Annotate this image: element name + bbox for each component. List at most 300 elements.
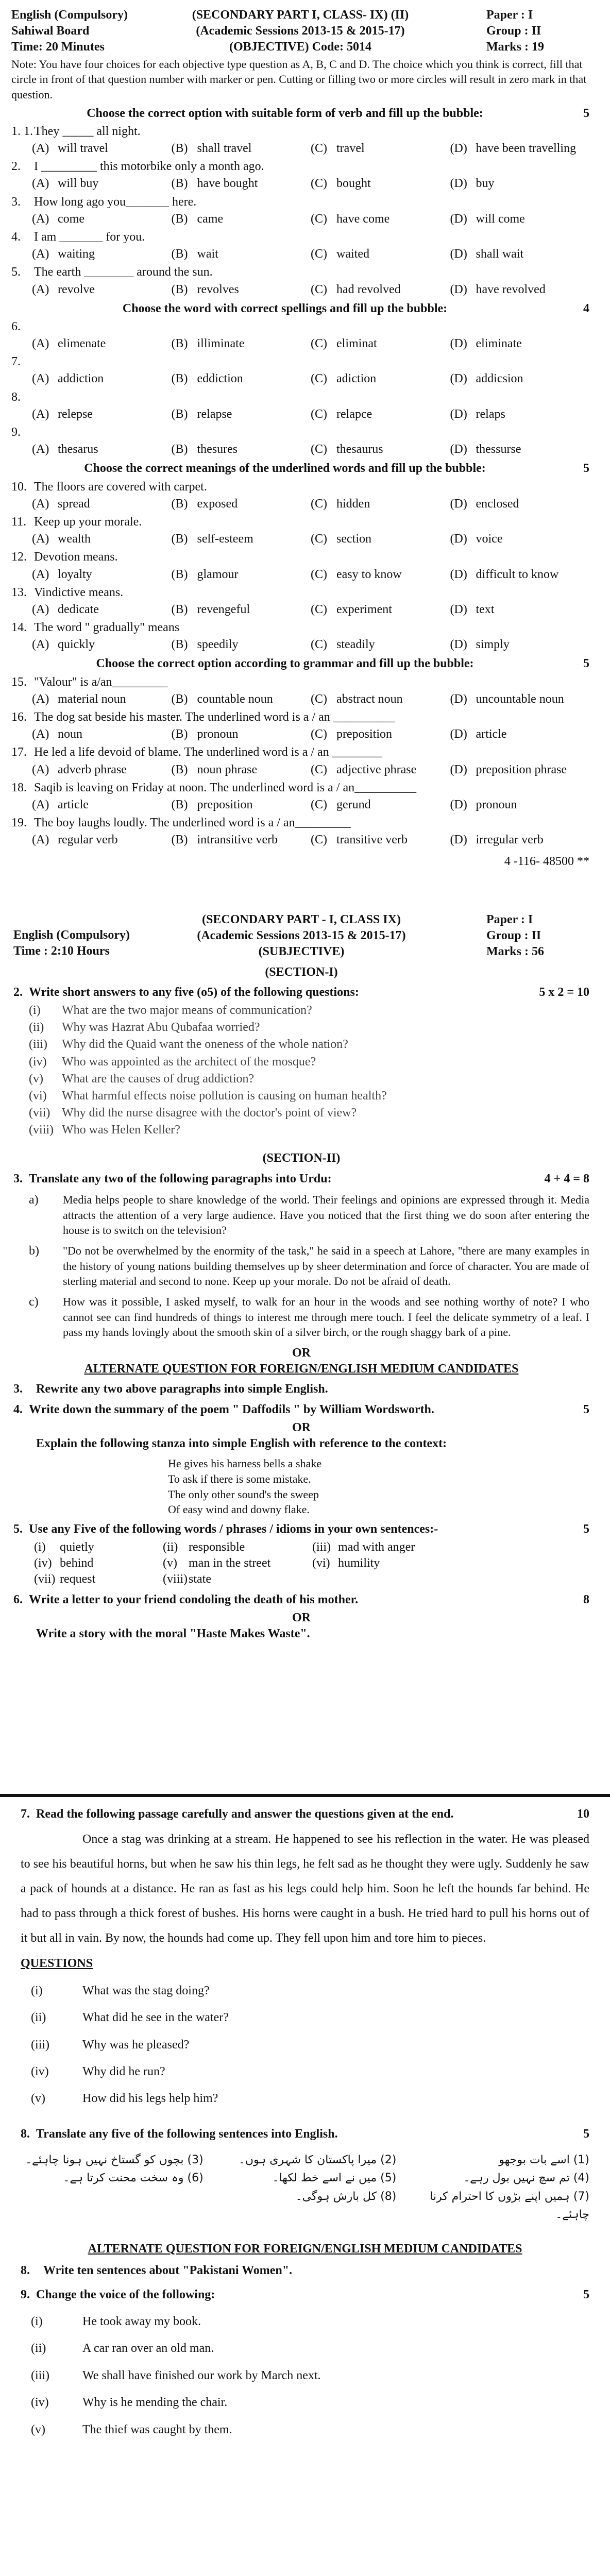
option-letter: (B) [171, 497, 188, 511]
question-text: They _____ all night. [34, 124, 141, 138]
item-number: (vii) [29, 1106, 50, 1120]
item-number: (iii) [29, 1038, 47, 1052]
question-number: 19. [11, 816, 27, 830]
option-letter: (C) [311, 372, 327, 386]
urdu-sentences [21, 2151, 589, 2224]
item-number: (ii) [29, 1021, 44, 1035]
paper-number: Paper : I [486, 8, 533, 22]
mcq-options [32, 567, 589, 583]
option-letter: (D) [450, 372, 467, 386]
option-text: article [476, 727, 507, 741]
option-letter: (A) [32, 833, 49, 847]
option-letter: (A) [32, 282, 49, 296]
voice-sentences [21, 2312, 589, 2439]
option-letter: (B) [171, 798, 188, 811]
option-letter: (C) [311, 602, 327, 616]
option-letter: (D) [450, 762, 467, 776]
translation-paragraph [13, 1243, 589, 1289]
option-letter: (A) [32, 212, 49, 226]
objective-header [11, 7, 589, 56]
option-letter: (C) [311, 638, 327, 652]
question-number: 6. [13, 1592, 23, 1606]
item-number: (iv) [31, 2064, 49, 2078]
mcq-options [32, 336, 589, 352]
mcq-options [32, 832, 589, 848]
question-number: 2. [13, 985, 23, 999]
mcq-options [32, 496, 589, 512]
question-number: 16. [11, 710, 27, 724]
option-text: adjective phrase [336, 762, 417, 776]
urdu-sentence: (1) اسے بات بوجھو [499, 2154, 589, 2167]
question-8-alternate [21, 2261, 589, 2280]
mcq-question [11, 229, 589, 245]
option-letter: (B) [171, 532, 188, 546]
or-label: OR [292, 1346, 311, 1360]
question-number: 8. [11, 390, 21, 404]
question-number: 17. [11, 745, 27, 759]
section-heading-text: Choose the correct option according to grammar and fill up the bubble: [96, 657, 474, 671]
option-letter: (C) [311, 798, 327, 811]
mcq-options [32, 246, 589, 262]
option-letter: (C) [311, 247, 327, 261]
option-letter: (B) [171, 762, 188, 776]
question-number: 3. [13, 1172, 23, 1185]
question-marks: 8 [583, 1592, 589, 1606]
option-letter: (C) [311, 177, 327, 191]
paper-number: Paper : I [486, 913, 533, 926]
section-2-title: (SECTION-II) [262, 1151, 341, 1165]
mcq-options [32, 762, 589, 778]
urdu-sentence: (4) تم سچ نہیں بول رہے۔ [463, 2172, 589, 2185]
question-number: 14. [11, 621, 27, 635]
question-text: Translate any two of the following paragraphs into Urdu: [29, 1172, 332, 1185]
comprehension-question [21, 2062, 589, 2081]
mcq-question [11, 780, 589, 796]
question-9 [21, 2285, 589, 2304]
option-text: travel [336, 142, 365, 155]
question-number: 3. [13, 1382, 23, 1396]
section-heading [11, 461, 589, 477]
question-number: 13. [11, 585, 27, 599]
paragraph-text: "Do not be overwhelmed by the enormity of the task," he said in a speech at Lahore, "there are many examples in the history of young nations building themselves up by sheer determination and force of character. You are made of sterling material and second to none. Keep up your morale. Do not be afraid of death. [63, 1244, 589, 1288]
option-text: buy [476, 177, 495, 191]
option-text: abstract noun [336, 692, 403, 706]
option-text: wealth [58, 532, 91, 546]
option-letter: (C) [311, 497, 327, 511]
mcq-question [11, 354, 589, 370]
mcq-question [11, 585, 589, 601]
item-number: (viii) [29, 1123, 54, 1137]
option-letter: (D) [450, 692, 467, 706]
option-text: thesarus [58, 443, 98, 456]
vocab-word: humility [338, 1556, 380, 1570]
item-text: What harmful effects noise pollution is causing on human health? [62, 1089, 387, 1103]
option-text: transitive verb [336, 833, 408, 847]
option-letter: (B) [171, 443, 188, 456]
mcq-options [32, 211, 589, 227]
option-letter: (D) [450, 177, 467, 191]
option-letter: (A) [32, 337, 49, 351]
option-letter: (B) [171, 638, 188, 652]
item-number: (iv) [31, 2396, 49, 2410]
vocab-word: behind [60, 1556, 94, 1570]
question-number: 5. [11, 265, 21, 279]
item-text: Who was Helen Keller? [62, 1123, 180, 1137]
vocab-word: responsible [189, 1540, 245, 1554]
vocab-word: request [60, 1572, 96, 1586]
subjective-header [13, 912, 589, 960]
vocab-number: (i) [34, 1540, 46, 1554]
sessions: (Academic Sessions 2013-15 & 2015-17) [196, 24, 405, 38]
vocab-word: state [189, 1572, 211, 1586]
option-letter: (B) [171, 833, 188, 847]
option-text: gerund [336, 798, 371, 811]
mcq-question [11, 709, 589, 725]
option-text: countable noun [197, 692, 273, 706]
option-text: eddiction [197, 372, 243, 386]
paragraph-text: How was it possible, I asked myself, to walk for an hour in the woods and see nothing worthy of note? I who cannot see can find hundreds of things to interest me through mere touch. I feel the delicate symmetry of a leaf. I pass my hands lovingly about the smooth skin of a silver birch, or the rough shaggy bark of a pine. [63, 1295, 589, 1339]
paragraph-label: c) [29, 1295, 39, 1309]
mcq-options [32, 637, 589, 653]
option-text: waited [336, 247, 369, 261]
option-letter: (C) [311, 567, 327, 581]
question-8 [21, 2124, 589, 2144]
option-text: elimenate [58, 337, 106, 351]
option-text: bought [336, 177, 371, 191]
questions-title: QUESTIONS [21, 1957, 93, 1971]
option-text: adiction [336, 372, 377, 386]
question-text: The earth ________ around the sun. [34, 265, 213, 279]
section-marks: 5 [583, 657, 589, 671]
section-heading [11, 656, 589, 672]
option-text: section [336, 532, 371, 546]
option-letter: (A) [32, 142, 49, 155]
option-text: shall travel [197, 142, 252, 155]
option-text: speedily [197, 638, 239, 652]
item-number: (ii) [31, 2342, 46, 2355]
item-number: (v) [31, 2422, 45, 2436]
option-text: eliminat [336, 337, 377, 351]
item-text: A car ran over an old man. [82, 2342, 214, 2355]
mcq-question [11, 620, 589, 636]
question-text: I _________ this motorbike only a month ago. [34, 160, 264, 174]
comprehension-question [21, 2035, 589, 2055]
item-text: He took away my book. [82, 2315, 201, 2329]
option-letter: (A) [32, 497, 49, 511]
question-3-alternate [13, 1381, 589, 1397]
option-text: pronoun [476, 798, 517, 811]
poem-line: He gives his harness bells a shake [168, 1457, 322, 1470]
question-marks: 5 [583, 2287, 589, 2301]
option-letter: (B) [171, 282, 188, 296]
question-text: Use any Five of the following words / phrases / idioms in your own sentences:- [29, 1522, 438, 1536]
comprehension-question [21, 1981, 589, 2001]
question-7 [21, 1804, 589, 1824]
option-letter: (D) [450, 497, 467, 511]
question-number: 5. [13, 1522, 23, 1536]
translation-paragraph [13, 1192, 589, 1238]
option-text: voice [476, 532, 503, 546]
option-text: spread [58, 497, 90, 511]
comprehension-question [21, 2008, 589, 2027]
question-number: 12. [11, 550, 27, 564]
option-text: have come [336, 212, 390, 226]
question-marks: 5 [583, 1402, 589, 1416]
question-text: Read the following passage carefully and answer the questions given at the end. [36, 1807, 454, 1821]
vocab-word: man in the street [189, 1556, 271, 1570]
option-letter: (C) [311, 762, 327, 776]
option-text: had revolved [336, 282, 401, 296]
group: Group : II [486, 929, 541, 943]
item-text: What did he see in the water? [82, 2011, 229, 2025]
item-text: Why is he mending the chair. [82, 2396, 228, 2410]
question-text: The dog sat beside his master. The underlined word is a / an __________ [34, 710, 395, 724]
item-number: (v) [29, 1072, 43, 1086]
option-letter: (D) [450, 407, 467, 421]
mcq-options [32, 371, 589, 387]
mcq-question [11, 159, 589, 175]
question-text: Translate any five of the following sentences into English. [36, 2127, 338, 2141]
urdu-sentence: (2) میرا پاکستان کا شہری ہوں۔ [238, 2154, 397, 2167]
question-number: 7. [11, 355, 21, 369]
option-letter: (C) [311, 532, 327, 546]
item-text: Why did he run? [82, 2064, 165, 2078]
section-heading-text: Choose the correct option with suitable form of verb and fill up the bubble: [87, 106, 483, 120]
marks: Marks : 56 [486, 945, 544, 959]
or-label: OR [292, 1420, 311, 1434]
subject: English (Compulsory) [11, 8, 128, 22]
poem-stanza [168, 1456, 589, 1517]
option-text: revolves [197, 282, 239, 296]
option-letter: (D) [450, 638, 467, 652]
option-text: revengeful [197, 602, 250, 616]
option-letter: (B) [171, 692, 188, 706]
vocab-number: (vii) [34, 1572, 56, 1586]
vocab-word: mad with anger [338, 1540, 415, 1554]
vocab-items [34, 1539, 589, 1588]
option-letter: (D) [450, 142, 467, 155]
question-number: 18. [11, 781, 27, 794]
voice-sentence [21, 2393, 589, 2412]
question-text: Devotion means. [34, 550, 118, 564]
vocab-number: (iii) [312, 1540, 331, 1554]
option-text: adverb phrase [58, 762, 127, 776]
short-question [29, 1071, 589, 1087]
paragraph-label: a) [29, 1193, 39, 1207]
option-text: will come [476, 212, 525, 226]
mcq-question [11, 479, 589, 495]
option-letter: (D) [450, 532, 467, 546]
option-letter: (B) [171, 727, 188, 741]
vocab-number: (viii) [163, 1572, 188, 1586]
class-title: (SECONDARY PART I, CLASS- IX) (II) [192, 8, 409, 22]
question-text: He led a life devoid of blame. The underlined word is a / an ________ [34, 745, 382, 759]
question-marks: 10 [577, 1807, 589, 1821]
option-text: relapce [336, 407, 372, 421]
option-text: come [58, 212, 84, 226]
option-text: regular verb [58, 833, 118, 847]
paragraph-text: Media helps people to share knowledge of the world. Their feelings and opinions are expressed through it. Media attracts the attention of a very large audience. Have you noticed that the first thing we do soon after entering the house is to switch on the television? [63, 1193, 589, 1237]
question-4 [13, 1402, 589, 1418]
urdu-sentence: (5) میں نے اسے خط لکھا۔ [272, 2172, 397, 2185]
option-letter: (A) [32, 532, 49, 546]
option-letter: (C) [311, 142, 327, 155]
translation-paragraph [13, 1294, 589, 1340]
option-letter: (A) [32, 567, 49, 581]
q2-items [13, 1003, 589, 1139]
option-text: waiting [58, 247, 95, 261]
item-number: (ii) [31, 2011, 46, 2025]
option-letter: (B) [171, 247, 188, 261]
question-text: I am _______ for you. [34, 230, 145, 244]
option-text: easy to know [336, 567, 402, 581]
item-text: What are the two major means of communication? [62, 1003, 312, 1017]
vocab-number: (vi) [312, 1556, 330, 1570]
question-5 [13, 1521, 589, 1537]
question-number: 7. [21, 1807, 30, 1821]
vocab-number: (iv) [34, 1556, 52, 1570]
poem-line: To ask if there is some mistake. [168, 1472, 311, 1485]
short-question [29, 1003, 589, 1019]
mcq-question [11, 319, 589, 335]
question-text: The word " gradually" means [34, 621, 180, 635]
mcq-options [32, 531, 589, 547]
mcq-question [11, 549, 589, 565]
option-text: exposed [197, 497, 238, 511]
urdu-sentence: (8) کل بارش ہوگی۔ [295, 2190, 397, 2203]
section-heading [11, 106, 589, 122]
short-question [29, 1037, 589, 1053]
item-text: What are the causes of drug addiction? [62, 1072, 255, 1086]
option-text: shall wait [476, 247, 524, 261]
option-letter: (D) [450, 443, 467, 456]
short-question [29, 1088, 589, 1104]
mcq-options [32, 691, 589, 707]
option-text: have revolved [476, 282, 546, 296]
option-letter: (A) [32, 727, 49, 741]
marks: Marks : 19 [486, 40, 544, 54]
option-text: revolve [58, 282, 95, 296]
option-text: came [197, 212, 224, 226]
question-marks: 4 + 4 = 8 [544, 1172, 589, 1185]
option-letter: (B) [171, 602, 188, 616]
urdu-sentence: (3) بچوں کو گستاخ نہیں ہونا چاہئے۔ [25, 2154, 204, 2167]
question-number: 3. [11, 195, 21, 209]
option-text: preposition [336, 727, 392, 741]
item-text: Why did the Quaid want the oneness of the whole nation? [62, 1038, 348, 1052]
option-text: irregular verb [476, 833, 544, 847]
option-text: text [476, 602, 495, 616]
question-text: Saqib is leaving on Friday at noon. The underlined word is a / an__________ [34, 781, 417, 794]
question-marks: 5 [583, 2127, 589, 2141]
mcq-options [32, 442, 589, 457]
mcq-question [11, 815, 589, 831]
option-text: addicsion [476, 372, 523, 386]
mcq-options [32, 176, 589, 192]
option-text: addiction [58, 372, 104, 386]
option-text: noun [58, 727, 82, 741]
vocab-number [312, 1571, 338, 1587]
option-text: dedicate [58, 602, 99, 616]
vocab-number: (v) [163, 1556, 177, 1570]
or-label: OR [292, 1611, 311, 1624]
objective-sections [11, 106, 589, 849]
question-text: Change the voice of the following: [36, 2287, 215, 2301]
option-letter: (A) [32, 692, 49, 706]
question-number: 8. [21, 2264, 30, 2278]
item-number: (iii) [31, 2038, 49, 2052]
item-number: (iii) [31, 2368, 49, 2382]
short-question [29, 1105, 589, 1121]
comprehension-questions [21, 1981, 589, 2109]
question-number: 6. [11, 319, 21, 333]
section-marks: 5 [583, 106, 589, 120]
option-text: difficult to know [476, 567, 559, 581]
question-text: Write ten sentences about "Pakistani Women". [43, 2264, 293, 2278]
option-letter: (B) [171, 372, 188, 386]
comprehension-question [21, 2089, 589, 2108]
option-letter: (D) [450, 602, 467, 616]
question-6-alternate: Write a story with the moral "Haste Makes Waste". [36, 1627, 310, 1640]
option-letter: (A) [32, 247, 49, 261]
question-2 [13, 985, 589, 1001]
item-text: Why did the nurse disagree with the doctor's point of view? [62, 1106, 357, 1120]
option-letter: (C) [311, 443, 327, 456]
question-text: Write down the summary of the poem " Daffodils " by William Wordsworth. [29, 1402, 434, 1416]
section-marks: 5 [583, 462, 589, 476]
paragraph-label: b) [29, 1244, 39, 1258]
short-question [29, 1054, 589, 1070]
question-3 [13, 1171, 589, 1187]
item-number: (i) [29, 1003, 41, 1017]
urdu-sentence [21, 2188, 204, 2224]
option-letter: (D) [450, 282, 467, 296]
option-letter: (A) [32, 638, 49, 652]
item-text: Why was Hazrat Abu Qubafaa worried? [62, 1021, 260, 1035]
option-letter: (A) [32, 372, 49, 386]
option-letter: (C) [311, 407, 327, 421]
mcq-question [11, 194, 589, 210]
option-letter: (D) [450, 212, 467, 226]
option-text: simply [476, 638, 510, 652]
question-number: 2. [11, 160, 21, 174]
time: Time: 20 Minutes [11, 40, 105, 54]
item-text: Who was appointed as the architect of the mosque? [62, 1055, 316, 1069]
question-text: "Valour" is a/an_________ [34, 675, 168, 689]
option-letter: (D) [450, 833, 467, 847]
vocab-word: quietly [60, 1540, 94, 1554]
option-letter: (A) [32, 762, 49, 776]
option-text: steadily [336, 638, 375, 652]
option-text: relepse [58, 407, 93, 421]
option-letter: (A) [32, 602, 49, 616]
mcq-options [32, 726, 589, 742]
option-text: preposition [197, 798, 253, 811]
option-text: have bought [197, 177, 258, 191]
option-text: experiment [336, 602, 392, 616]
question-text: Write short answers to any five (o5) of the following questions: [29, 985, 359, 999]
question-4-alternate: Explain the following stanza into simple English with reference to the context: [36, 1436, 447, 1450]
option-text: quickly [58, 638, 95, 652]
option-letter: (D) [450, 798, 467, 811]
item-text: The thief was caught by them. [82, 2422, 232, 2436]
mcq-question [11, 264, 589, 280]
vocab-number: (ii) [163, 1540, 178, 1554]
alternate-heading: ALTERNATE QUESTION FOR FOREIGN/ENGLISH MEDIUM CANDIDATES [84, 1362, 519, 1376]
option-letter: (B) [171, 407, 188, 421]
mcq-question [11, 744, 589, 760]
option-letter: (B) [171, 177, 188, 191]
